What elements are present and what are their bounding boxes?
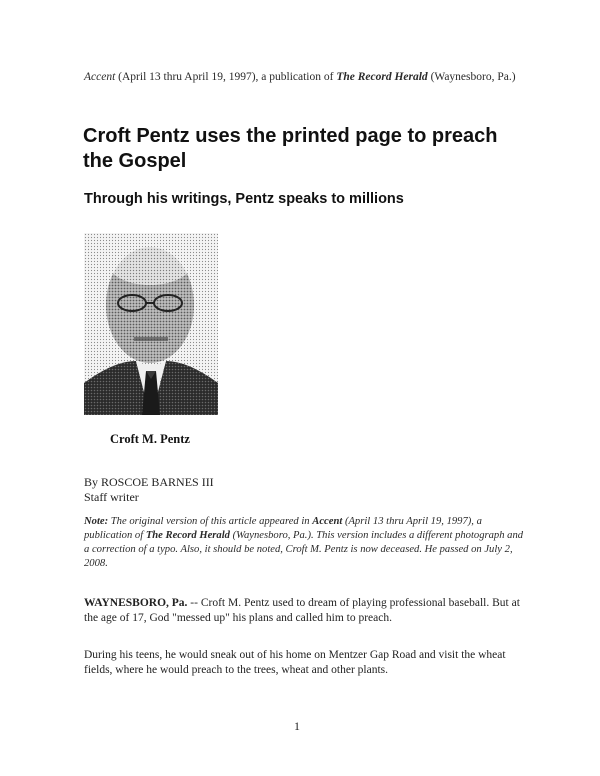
- portrait-photo-image: [84, 233, 218, 415]
- body-paragraph-2: During his teens, he would sneak out of his home on Mentzer Gap Road and visit the wheat fields, where he would preach to the trees, wheat and other plants.: [84, 649, 506, 676]
- note-text-3: (Waynesboro, Pa.). This version includes a different photograph and a correction of a typo. Also, it should be noted, Croft M. Pentz is now deceased. He passed on July 2, 2008.: [84, 530, 524, 569]
- source-line: [84, 70, 534, 85]
- byline-author: By ROSCOE BARNES III: [84, 475, 214, 489]
- note-text-1: The original version of this article appeared in: [110, 516, 310, 527]
- byline: [84, 475, 214, 505]
- article-subhead: Through his writings, Pentz speaks to millions: [84, 191, 404, 207]
- source-publication: Accent: [84, 71, 116, 83]
- article-headline: Croft Pentz uses the printed page to preach the Gospel: [83, 125, 498, 172]
- editor-note: [84, 515, 524, 571]
- paragraph-1-text: -- Croft M. Pentz used to dream of playing professional baseball. But at the age of 17, God "messed up" his plans and called him to preach.: [84, 597, 520, 624]
- note-label: Note:: [84, 516, 109, 527]
- note-newspaper: The Record Herald: [145, 530, 230, 541]
- byline-role: Staff writer: [84, 490, 139, 504]
- photo-caption: Croft M. Pentz: [110, 432, 190, 446]
- source-newspaper: The Record Herald: [336, 71, 428, 83]
- portrait-photo: [84, 233, 218, 415]
- page-number: 1: [294, 719, 300, 733]
- source-dates: (April 13 thru April 19, 1997), a publication of: [118, 71, 334, 83]
- body-paragraph-1: [84, 596, 524, 626]
- note-text-2: (April 13 thru April 19, 1997), a publication of: [84, 516, 482, 541]
- dateline: WAYNESBORO, Pa.: [84, 597, 188, 609]
- note-publication: Accent: [312, 516, 343, 527]
- source-place: (Waynesboro, Pa.): [430, 71, 516, 83]
